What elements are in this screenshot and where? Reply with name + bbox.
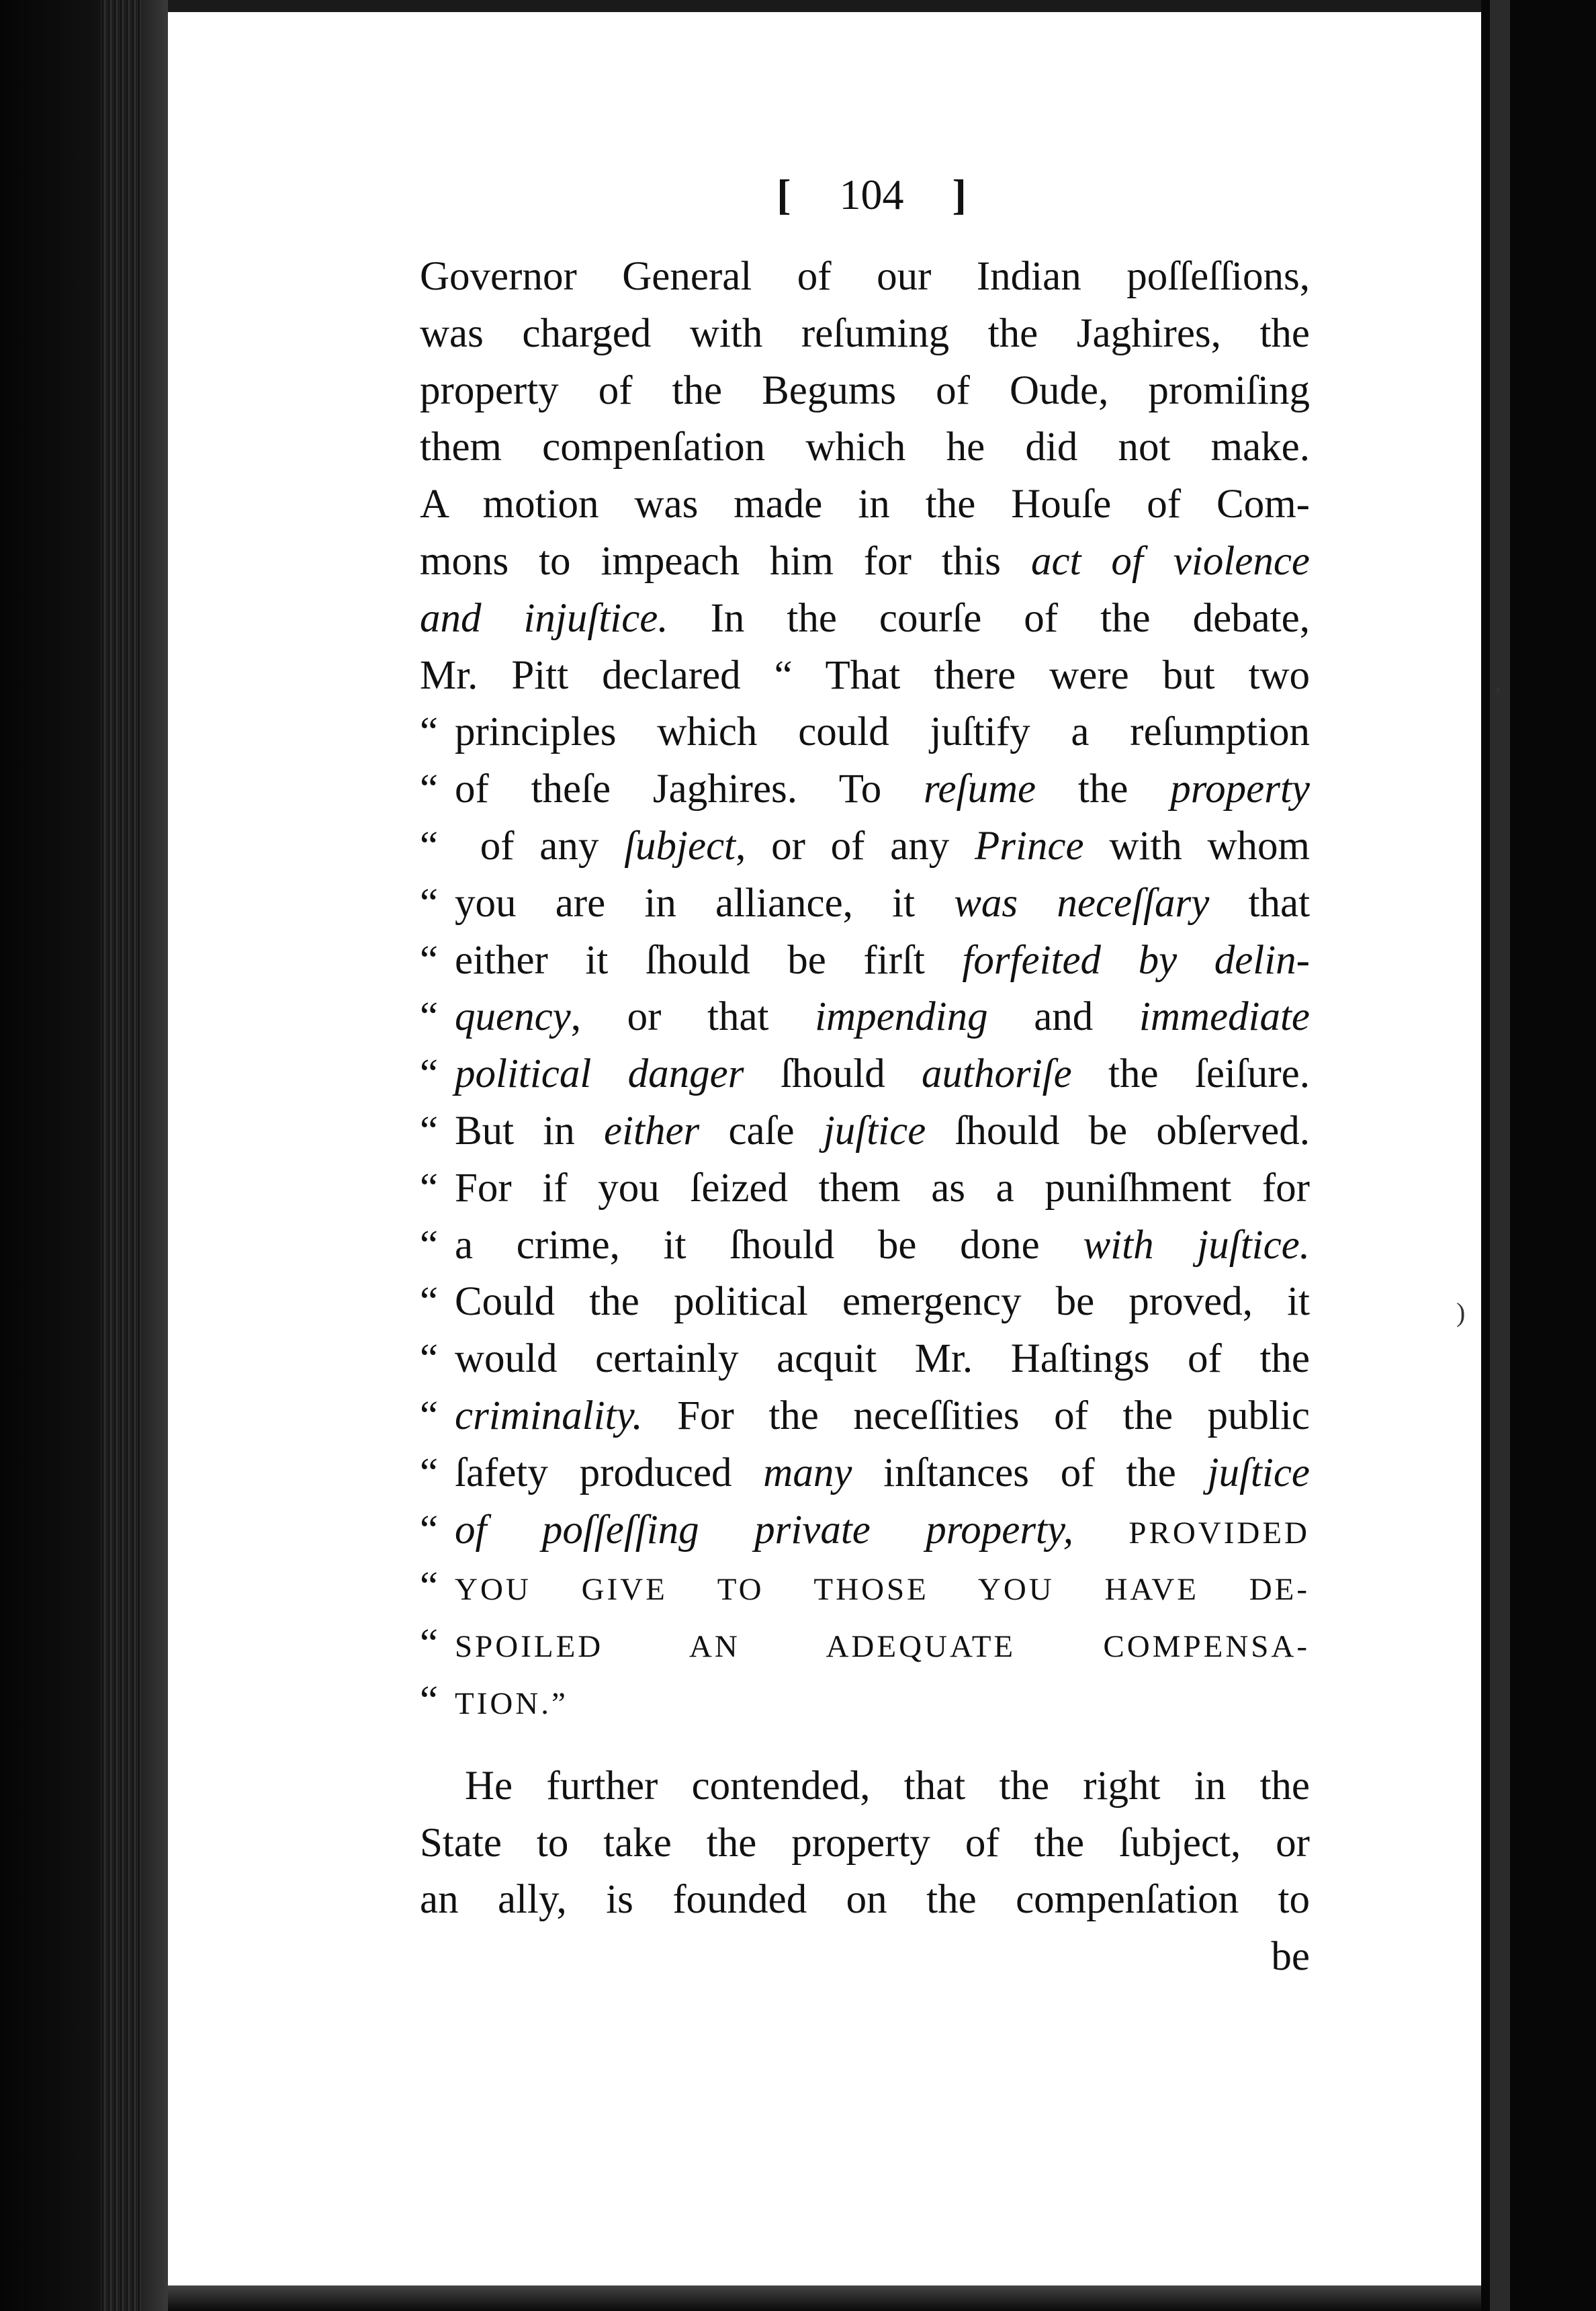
text-line [420,648,1310,705]
italic-run: Prince [974,823,1084,869]
text-run: But in [455,1108,604,1153]
quote-line [420,1559,1310,1616]
quote-line [420,761,1310,818]
text-run: of theſe Jaghires. To [455,767,924,812]
quote-line [420,1160,1310,1217]
text-line: State to take the property of the ſubject, or [420,1820,1310,1866]
text-run: ſhould be obſerved. [926,1108,1310,1153]
quote-mark: “ [420,1507,439,1553]
quote-mark: “ [420,1450,439,1495]
text-run: mons to impeach him for this [420,538,1031,584]
page-number: 104 [839,171,904,218]
italic-run: act of violence [1030,538,1310,584]
text-run: For if you ſeized them as a puniſhment for [455,1165,1310,1211]
text-line: property of the Begums of Oude, promiſing [420,367,1310,413]
text-run: “ That there were but two [774,652,1311,698]
italic-run: with juſtice. [1083,1222,1311,1268]
italic-run: criminality. [455,1393,643,1438]
text-run: , or of any [736,823,975,869]
right-bracket: ] [952,171,967,218]
quote-line [420,1046,1310,1103]
small-caps-run: YOU GIVE TO THOSE YOU HAVE DE- [455,1572,1310,1608]
text-run: would certainly acquit Mr. Haſtings of the [455,1336,1310,1382]
quote-mark: “ [420,994,439,1040]
quote-mark: “ [420,1677,441,1723]
text-run: Could the political emergency be proved, it [455,1279,1310,1325]
quote-mark: “ [420,937,439,983]
text-run: Mr. Pitt declared [420,652,741,698]
margin-speck: ) [1456,1297,1466,1327]
text-run: , or that [570,994,815,1040]
text-line: them compenſation which he did not make. [420,425,1310,470]
italic-run: immediate [1139,994,1311,1040]
quote-line [420,704,1310,761]
text-line: an ally, is founded on the compenſation to [420,1877,1310,1923]
text-run: principles which could juſtify a reſumption [455,709,1310,755]
text-line: was charged with reſuming the Jaghires, the [420,310,1310,356]
text-run: ſhould [780,1051,922,1097]
text-run: inſtances of the [852,1450,1208,1495]
quote-mark: “ [420,1621,441,1667]
page-edges-left [101,0,141,2311]
small-caps-run: SPOILED AN ADEQUATE COMPENSA- [455,1629,1310,1665]
quote-line [420,1274,1310,1331]
left-binding-shadow [0,0,168,2311]
italic-run: ſubject [624,823,736,869]
text-line: A motion was made in the Houſe of Com- [420,482,1310,527]
left-bracket: [ [777,171,791,218]
quote-mark: “ [420,1564,441,1610]
text-line [420,533,1310,591]
quote-line [420,1445,1310,1502]
text-run: and [1034,994,1139,1040]
italic-run: and injuſtice. [420,595,668,641]
quote-line [420,1388,1310,1445]
quote-line [420,989,1310,1046]
quote-mark: “ [420,1279,439,1325]
italic-run: authoriſe [922,1051,1072,1097]
small-caps-run: PROVIDED [1128,1515,1310,1551]
text-column [420,168,1310,1986]
quote-line [420,1673,1310,1730]
italic-run: of poſſeſſing private property, [455,1507,1073,1553]
quote-mark: “ [420,1222,439,1268]
paragraph-gap [420,1730,1310,1758]
text-run: a crime, it ſhould be done [455,1222,1083,1268]
italic-run: juſtice [823,1108,926,1153]
italic-run: reſume [923,767,1036,812]
quote-line [420,818,1310,875]
italic-run: either [603,1108,700,1153]
quote-mark: “ [420,709,439,755]
text-line: He further contended, that the right in the [465,1763,1310,1808]
quote-line [420,1103,1310,1160]
text-run: either it ſhould be firſt [455,937,963,983]
italic-run: was neceſſary [954,880,1210,926]
text-line [420,591,1310,648]
right-page-edge [1490,0,1510,2311]
quote-line [420,932,1310,990]
quote-mark: “ [420,1165,439,1211]
top-edge-shadow [168,0,1481,12]
quote-line [420,1616,1310,1673]
quote-line [420,1217,1310,1274]
text-run: with whom [1109,823,1311,869]
small-caps-run: TION.” [455,1686,568,1721]
text-run: of any [455,823,625,869]
quote-mark: “ [420,1393,439,1438]
text-run: caſe [699,1108,824,1153]
quote-mark: “ [420,880,439,926]
text-run: you are in alliance, it [455,880,955,926]
text-run: that [1248,880,1311,926]
text-run: the [1077,767,1171,812]
page-header [420,168,1310,249]
quote-line [420,1331,1310,1388]
text-run: the ſeiſure. [1071,1051,1310,1097]
quote-mark: “ [420,1108,439,1153]
italic-run: juſtice [1207,1450,1310,1495]
quote-mark: “ [420,1051,439,1097]
italic-run: many [763,1450,852,1495]
italic-run: quency [455,994,571,1040]
text-run: For the neceſſities of the public [642,1393,1310,1438]
quote-mark: “ [420,823,439,869]
quote-mark: “ [420,1336,439,1382]
text-line: Governor General of our Indian poſſeſſions, [420,254,1310,299]
quote-line [420,875,1310,932]
quote-mark: “ [420,767,439,812]
catchword: be [1271,1934,1310,1980]
bottom-edge-shadow [168,2285,1481,2311]
margin-speck: , [1495,666,1501,696]
italic-run: property [1170,767,1310,812]
italic-run: political danger [455,1051,744,1097]
text-run: ſafety produced [455,1450,764,1495]
quote-line [420,1502,1310,1559]
text-run: In the courſe of the debate, [710,595,1311,641]
italic-run: impending [815,994,988,1040]
italic-run: forfeited by delin- [962,937,1310,983]
